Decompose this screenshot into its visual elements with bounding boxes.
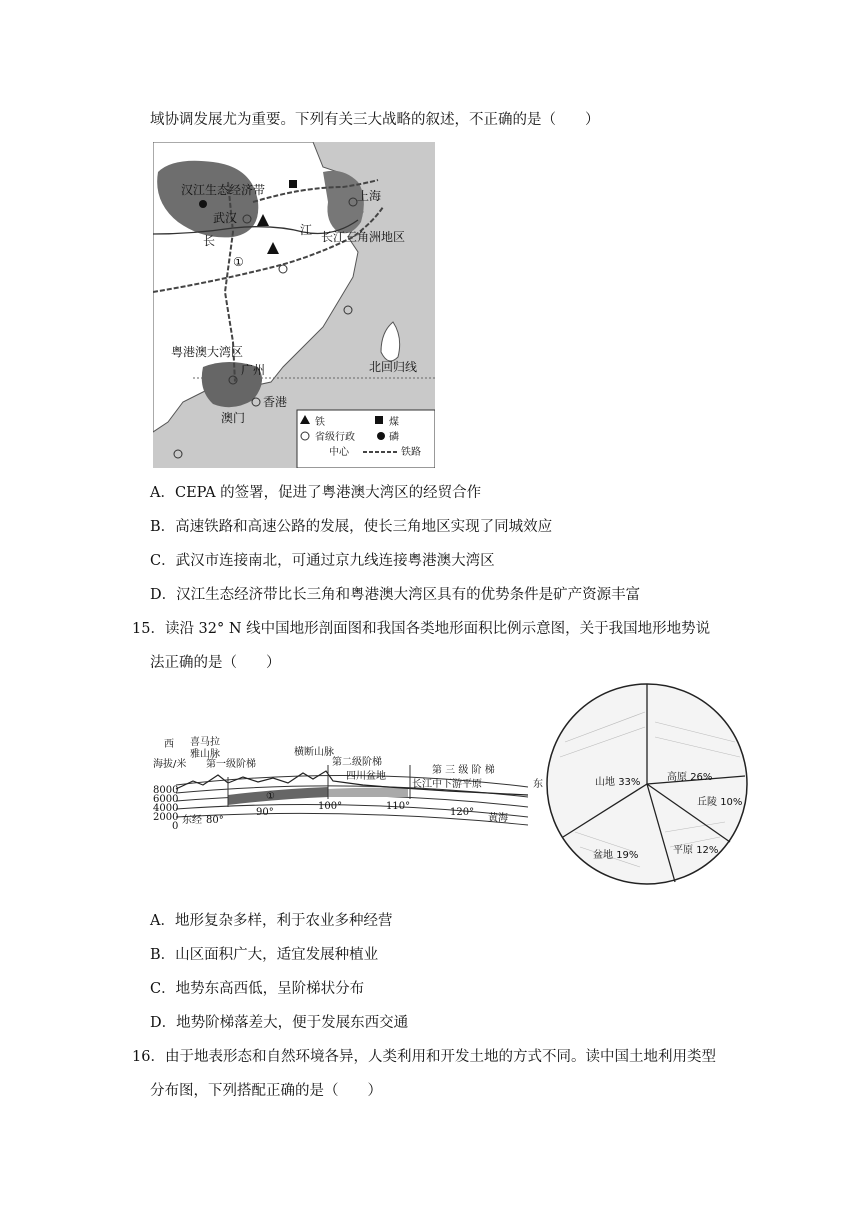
q15-stem-line2: 法正确的是（ ）	[150, 655, 281, 671]
q14-map	[153, 142, 435, 468]
q15-option-c: C．地势东高西低，呈阶梯状分布	[150, 981, 365, 997]
y-tick-4000: 4000	[153, 803, 179, 814]
x-tick-110: 110°	[386, 801, 411, 812]
q15-option-d: D．地势阶梯落差大，便于发展东西交通	[150, 1015, 409, 1031]
y-tick-0: 0	[172, 821, 179, 832]
label-shanghai: 上海	[357, 189, 382, 203]
y-tick-2000: 2000	[153, 812, 179, 823]
profile-yangtze-plain: 长江中下游平原	[412, 779, 482, 790]
label-hongkong: 香港	[263, 395, 288, 409]
profile-himalaya-1: 喜马拉	[190, 737, 220, 748]
x-tick-120: 120°	[450, 807, 475, 818]
profile-east: 东	[533, 779, 543, 790]
pie-label-plateau: 高原 26%	[667, 772, 713, 783]
label-circle1: ①	[233, 255, 244, 269]
label-guangzhou: 广州	[241, 363, 266, 377]
y-tick-6000: 6000	[153, 794, 179, 805]
profile-step2: 第二级阶梯	[332, 757, 382, 768]
legend-coal: 煤	[389, 417, 399, 428]
q14-option-b: B．高速铁路和高速公路的发展，使长三角地区实现了同城效应	[150, 519, 553, 535]
q15-pie	[545, 682, 750, 887]
legend-railway: 铁路	[401, 447, 421, 458]
label-tropic: 北回归线	[369, 360, 418, 374]
q14-stem-tail: 域协调发展尤为重要。下列有关三大战略的叙述，不正确的是（ ）	[150, 112, 600, 128]
q14-option-d: D．汉江生态经济带比长三角和粤港澳大湾区具有的优势条件是矿产资源丰富	[150, 587, 641, 603]
q16-stem-line1: 16．由于地表形态和自然环境各异，人类利用和开发土地的方式不同。读中国土地利用类型	[132, 1049, 716, 1065]
profile-yellow-sea: 黄海	[488, 813, 508, 824]
profile-sichuan: 四川盆地	[346, 771, 386, 782]
q15-pie-figure	[545, 682, 750, 887]
pie-label-mountain: 山地 33%	[595, 777, 641, 788]
q15-profile	[148, 735, 548, 835]
q16-stem-line2: 分布图，下列搭配正确的是（ ）	[150, 1083, 382, 1099]
q15-profile-figure	[148, 735, 548, 835]
q14-map-figure	[153, 142, 435, 468]
profile-step3: 第 三 级 阶 梯	[432, 765, 495, 776]
label-chang: 长	[203, 234, 216, 248]
profile-himalaya-2: 雅山脉	[190, 749, 220, 760]
legend-capital-2: 中心	[329, 447, 349, 458]
q14-option-a: A．CEPA 的签署，促进了粤港澳大湾区的经贸合作	[150, 485, 482, 501]
x-tick-90: 90°	[256, 807, 274, 818]
legend-phosphorus: 磷	[389, 432, 399, 443]
profile-hengduan: 横断山脉	[294, 747, 334, 758]
label-gba: 粤港澳大湾区	[171, 345, 244, 359]
q15-option-a: A．地形复杂多样，利于农业多种经营	[150, 913, 393, 929]
profile-east-long: 东经	[182, 815, 202, 826]
legend-capital-1: 省级行政	[315, 432, 355, 443]
q14-option-c: C．武汉市连接南北，可通过京九线连接粤港澳大湾区	[150, 553, 495, 569]
x-tick-80: 80°	[206, 815, 224, 826]
q15-option-b: B．山区面积广大，适宜发展种植业	[150, 947, 379, 963]
legend-phosphorus-icon	[377, 432, 385, 440]
phosphorus-icon	[199, 200, 207, 208]
profile-west: 西	[164, 739, 174, 750]
profile-circle1: ①	[266, 791, 275, 802]
pie-label-plain: 平原 12%	[673, 845, 719, 856]
coal-icon	[289, 180, 297, 188]
legend-coal-icon	[375, 416, 383, 424]
x-tick-100: 100°	[318, 801, 343, 812]
profile-step1: 第一级阶梯	[206, 759, 256, 770]
q15-stem-line1: 15．读沿 32° N 线中国地形剖面图和我国各类地形面积比例示意图，关于我国地形地势说	[132, 621, 711, 637]
pie-label-hills: 丘陵 10%	[697, 797, 743, 808]
legend-iron: 铁	[315, 417, 325, 428]
label-hanjiang: 汉江生态经济带	[181, 183, 266, 197]
label-jiang: 江	[300, 223, 313, 237]
label-wuhan: 武汉	[213, 211, 238, 225]
y-tick-8000: 8000	[153, 785, 179, 796]
label-yrd: 长江三角洲地区	[321, 230, 406, 244]
profile-altitude: 海拔/米	[153, 759, 187, 770]
pie-label-basin: 盆地 19%	[593, 850, 639, 861]
label-macau: 澳门	[221, 411, 246, 425]
